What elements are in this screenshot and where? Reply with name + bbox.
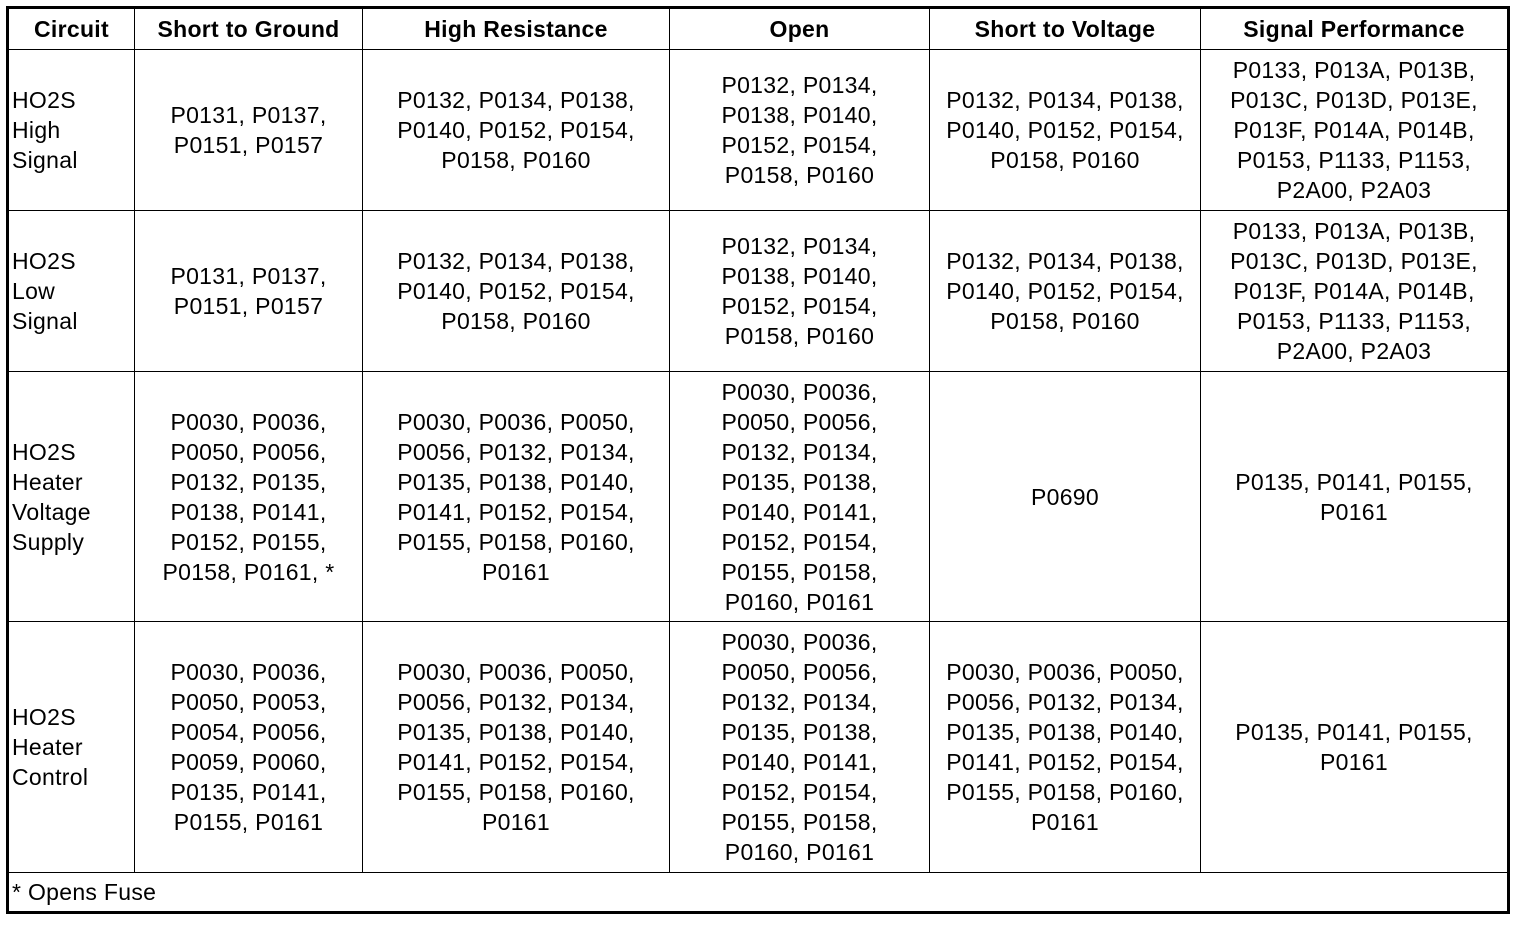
cell-line: P0050, P0056, <box>721 659 878 685</box>
cell-line: P0131, P0137, <box>170 102 327 128</box>
cell-open <box>670 50 930 211</box>
cell-line: P0135, P0138, P0140, <box>946 719 1184 745</box>
header-open: Open <box>670 8 930 50</box>
footnote-row <box>8 873 1509 913</box>
cell-line: P0158, P0160 <box>990 308 1140 334</box>
cell-signal-performance <box>1201 372 1509 622</box>
header-short-to-voltage: Short to Voltage <box>930 8 1201 50</box>
cell-line: P0131, P0137, <box>170 263 327 289</box>
cell-open <box>670 372 930 622</box>
cell-line: P0135, P0138, <box>721 468 878 495</box>
cell-line: P0153, P1133, P1153, <box>1236 308 1472 334</box>
cell-line: High <box>12 117 61 143</box>
cell-line: P0161 <box>1319 498 1388 525</box>
cell-line: HO2S <box>12 87 76 113</box>
cell-short-to-voltage <box>930 50 1201 211</box>
cell-signal-performance <box>1201 211 1509 372</box>
cell-signal-performance <box>1201 622 1509 873</box>
cell-line: P0030, P0036, <box>721 629 878 655</box>
cell-line: P0155, P0158, <box>721 809 878 835</box>
cell-line: P0050, P0053, <box>170 689 327 715</box>
cell-line: HO2S <box>12 704 76 730</box>
table-row <box>8 211 1509 372</box>
cell-short-to-voltage <box>930 211 1201 372</box>
cell-line: P0140, P0152, P0154, <box>397 117 635 143</box>
cell-line: P0140, P0141, <box>721 749 878 775</box>
cell-line: P0153, P1133, P1153, <box>1236 147 1472 173</box>
header-circuit: Circuit <box>8 8 135 50</box>
cell-line: P0135, P0141, P0155, <box>1235 468 1473 495</box>
cell-line: P2A00, P2A03 <box>1276 177 1432 203</box>
cell-line: P0140, P0152, P0154, <box>397 278 635 304</box>
cell-line: P0155, P0161 <box>173 809 324 835</box>
cell-line: P0030, P0036, <box>721 378 878 405</box>
cell-signal-performance <box>1201 50 1509 211</box>
cell-line: Signal <box>12 147 78 173</box>
cell-line: P0132, P0134, P0138, <box>946 87 1184 113</box>
cell-line: P0056, P0132, P0134, <box>397 689 635 715</box>
header-short-to-ground: Short to Ground <box>135 8 363 50</box>
cell-line: P0059, P0060, <box>170 749 327 775</box>
cell-short-to-voltage <box>930 622 1201 873</box>
cell-open <box>670 622 930 873</box>
cell-short-to-ground <box>135 622 363 873</box>
cell-line: P0158, P0160 <box>441 308 591 334</box>
header-high-resistance: High Resistance <box>363 8 670 50</box>
cell-line: P013F, P014A, P014B, <box>1233 278 1475 304</box>
cell-line: P0138, P0140, <box>721 102 878 128</box>
cell-line: P0155, P0158, P0160, <box>397 779 635 805</box>
cell-line: P0152, P0154, <box>721 779 878 805</box>
cell-line: P0140, P0152, P0154, <box>946 278 1184 304</box>
cell-circuit <box>8 372 135 622</box>
cell-line: P0132, P0134, P0138, <box>946 248 1184 274</box>
cell-line: P0133, P013A, P013B, <box>1232 218 1476 244</box>
header-signal-performance: Signal Performance <box>1201 8 1509 50</box>
cell-line: P0138, P0140, <box>721 263 878 289</box>
cell-line: P0132, P0134, P0138, <box>397 87 635 113</box>
cell-line: P0135, P0141, P0155, <box>1235 719 1473 745</box>
cell-line: P0690 <box>1030 483 1099 510</box>
cell-line: P0140, P0152, P0154, <box>946 117 1184 143</box>
dtc-table <box>6 6 1510 914</box>
cell-line: P0155, P0158, <box>721 558 878 585</box>
cell-line: P0132, P0134, <box>721 438 878 465</box>
cell-line: Supply <box>12 528 85 555</box>
cell-line: Low <box>12 278 56 304</box>
cell-line: HO2S <box>12 248 76 274</box>
cell-line: P0158, P0160 <box>441 147 591 173</box>
cell-line: P0030, P0036, P0050, <box>946 659 1184 685</box>
cell-line: P0158, P0160 <box>724 162 875 188</box>
cell-line: P0160, P0161 <box>724 588 875 615</box>
cell-line: P0161 <box>1030 809 1099 835</box>
cell-line: P0160, P0161 <box>724 839 875 865</box>
cell-high-resistance <box>363 211 670 372</box>
cell-short-to-ground <box>135 50 363 211</box>
cell-line: P0132, P0134, <box>721 72 878 98</box>
cell-line: Heater <box>12 468 83 495</box>
cell-short-to-voltage <box>930 372 1201 622</box>
cell-short-to-ground <box>135 211 363 372</box>
cell-line: P0030, P0036, P0050, <box>397 659 635 685</box>
cell-line: P0132, P0134, <box>721 233 878 259</box>
cell-line: P0135, P0138, P0140, <box>397 719 635 745</box>
cell-line: P013C, P013D, P013E, <box>1230 248 1478 274</box>
cell-line: P0135, P0138, P0140, <box>397 468 635 495</box>
cell-line: P0158, P0161, * <box>162 558 335 585</box>
cell-line: P0030, P0036, P0050, <box>397 408 635 435</box>
cell-line: P0056, P0132, P0134, <box>946 689 1184 715</box>
header-row <box>8 8 1509 50</box>
cell-line: P0135, P0138, <box>721 719 878 745</box>
cell-line: P0135, P0141, <box>170 779 327 805</box>
cell-line: P2A00, P2A03 <box>1276 338 1432 364</box>
table-row <box>8 372 1509 622</box>
cell-line: P0140, P0141, <box>721 498 878 525</box>
cell-line: P0161 <box>1319 749 1388 775</box>
cell-line: P0054, P0056, <box>170 719 327 745</box>
cell-line: P0158, P0160 <box>724 323 875 349</box>
cell-line: P0132, P0134, P0138, <box>397 248 635 274</box>
cell-line: P0151, P0157 <box>173 293 324 319</box>
cell-line: P0050, P0056, <box>721 408 878 435</box>
cell-line: P0161 <box>481 558 550 585</box>
cell-circuit <box>8 50 135 211</box>
cell-line: P0152, P0154, <box>721 528 878 555</box>
cell-line: P0161 <box>481 809 550 835</box>
cell-line: P0132, P0134, <box>721 689 878 715</box>
cell-circuit <box>8 211 135 372</box>
cell-line: P0155, P0158, P0160, <box>397 528 635 555</box>
cell-line: P0141, P0152, P0154, <box>397 749 635 775</box>
footnote: * Opens Fuse <box>8 873 1509 913</box>
cell-high-resistance <box>363 372 670 622</box>
cell-high-resistance <box>363 50 670 211</box>
cell-line: P0141, P0152, P0154, <box>946 749 1184 775</box>
cell-line: P0050, P0056, <box>170 438 327 465</box>
cell-line: P0152, P0154, <box>721 293 878 319</box>
cell-line: P0030, P0036, <box>170 408 327 435</box>
cell-open <box>670 211 930 372</box>
cell-line: P0056, P0132, P0134, <box>397 438 635 465</box>
table-row <box>8 622 1509 873</box>
cell-line: Heater <box>12 734 83 760</box>
table-row <box>8 50 1509 211</box>
cell-line: P013C, P013D, P013E, <box>1230 87 1478 113</box>
cell-line: P0141, P0152, P0154, <box>397 498 635 525</box>
cell-line: Voltage <box>12 498 91 525</box>
cell-circuit <box>8 622 135 873</box>
cell-line: P0158, P0160 <box>990 147 1140 173</box>
cell-line: P0133, P013A, P013B, <box>1232 57 1476 83</box>
cell-line: P013F, P014A, P014B, <box>1233 117 1475 143</box>
cell-line: HO2S <box>12 438 76 465</box>
cell-line: P0138, P0141, <box>170 498 327 525</box>
cell-line: Signal <box>12 308 78 334</box>
cell-high-resistance <box>363 622 670 873</box>
cell-line: P0155, P0158, P0160, <box>946 779 1184 805</box>
cell-line: P0030, P0036, <box>170 659 327 685</box>
cell-line: P0132, P0135, <box>170 468 327 495</box>
cell-line: P0152, P0154, <box>721 132 878 158</box>
cell-short-to-ground <box>135 372 363 622</box>
cell-line: P0151, P0157 <box>173 132 324 158</box>
cell-line: P0152, P0155, <box>170 528 327 555</box>
cell-line: Control <box>12 764 89 790</box>
